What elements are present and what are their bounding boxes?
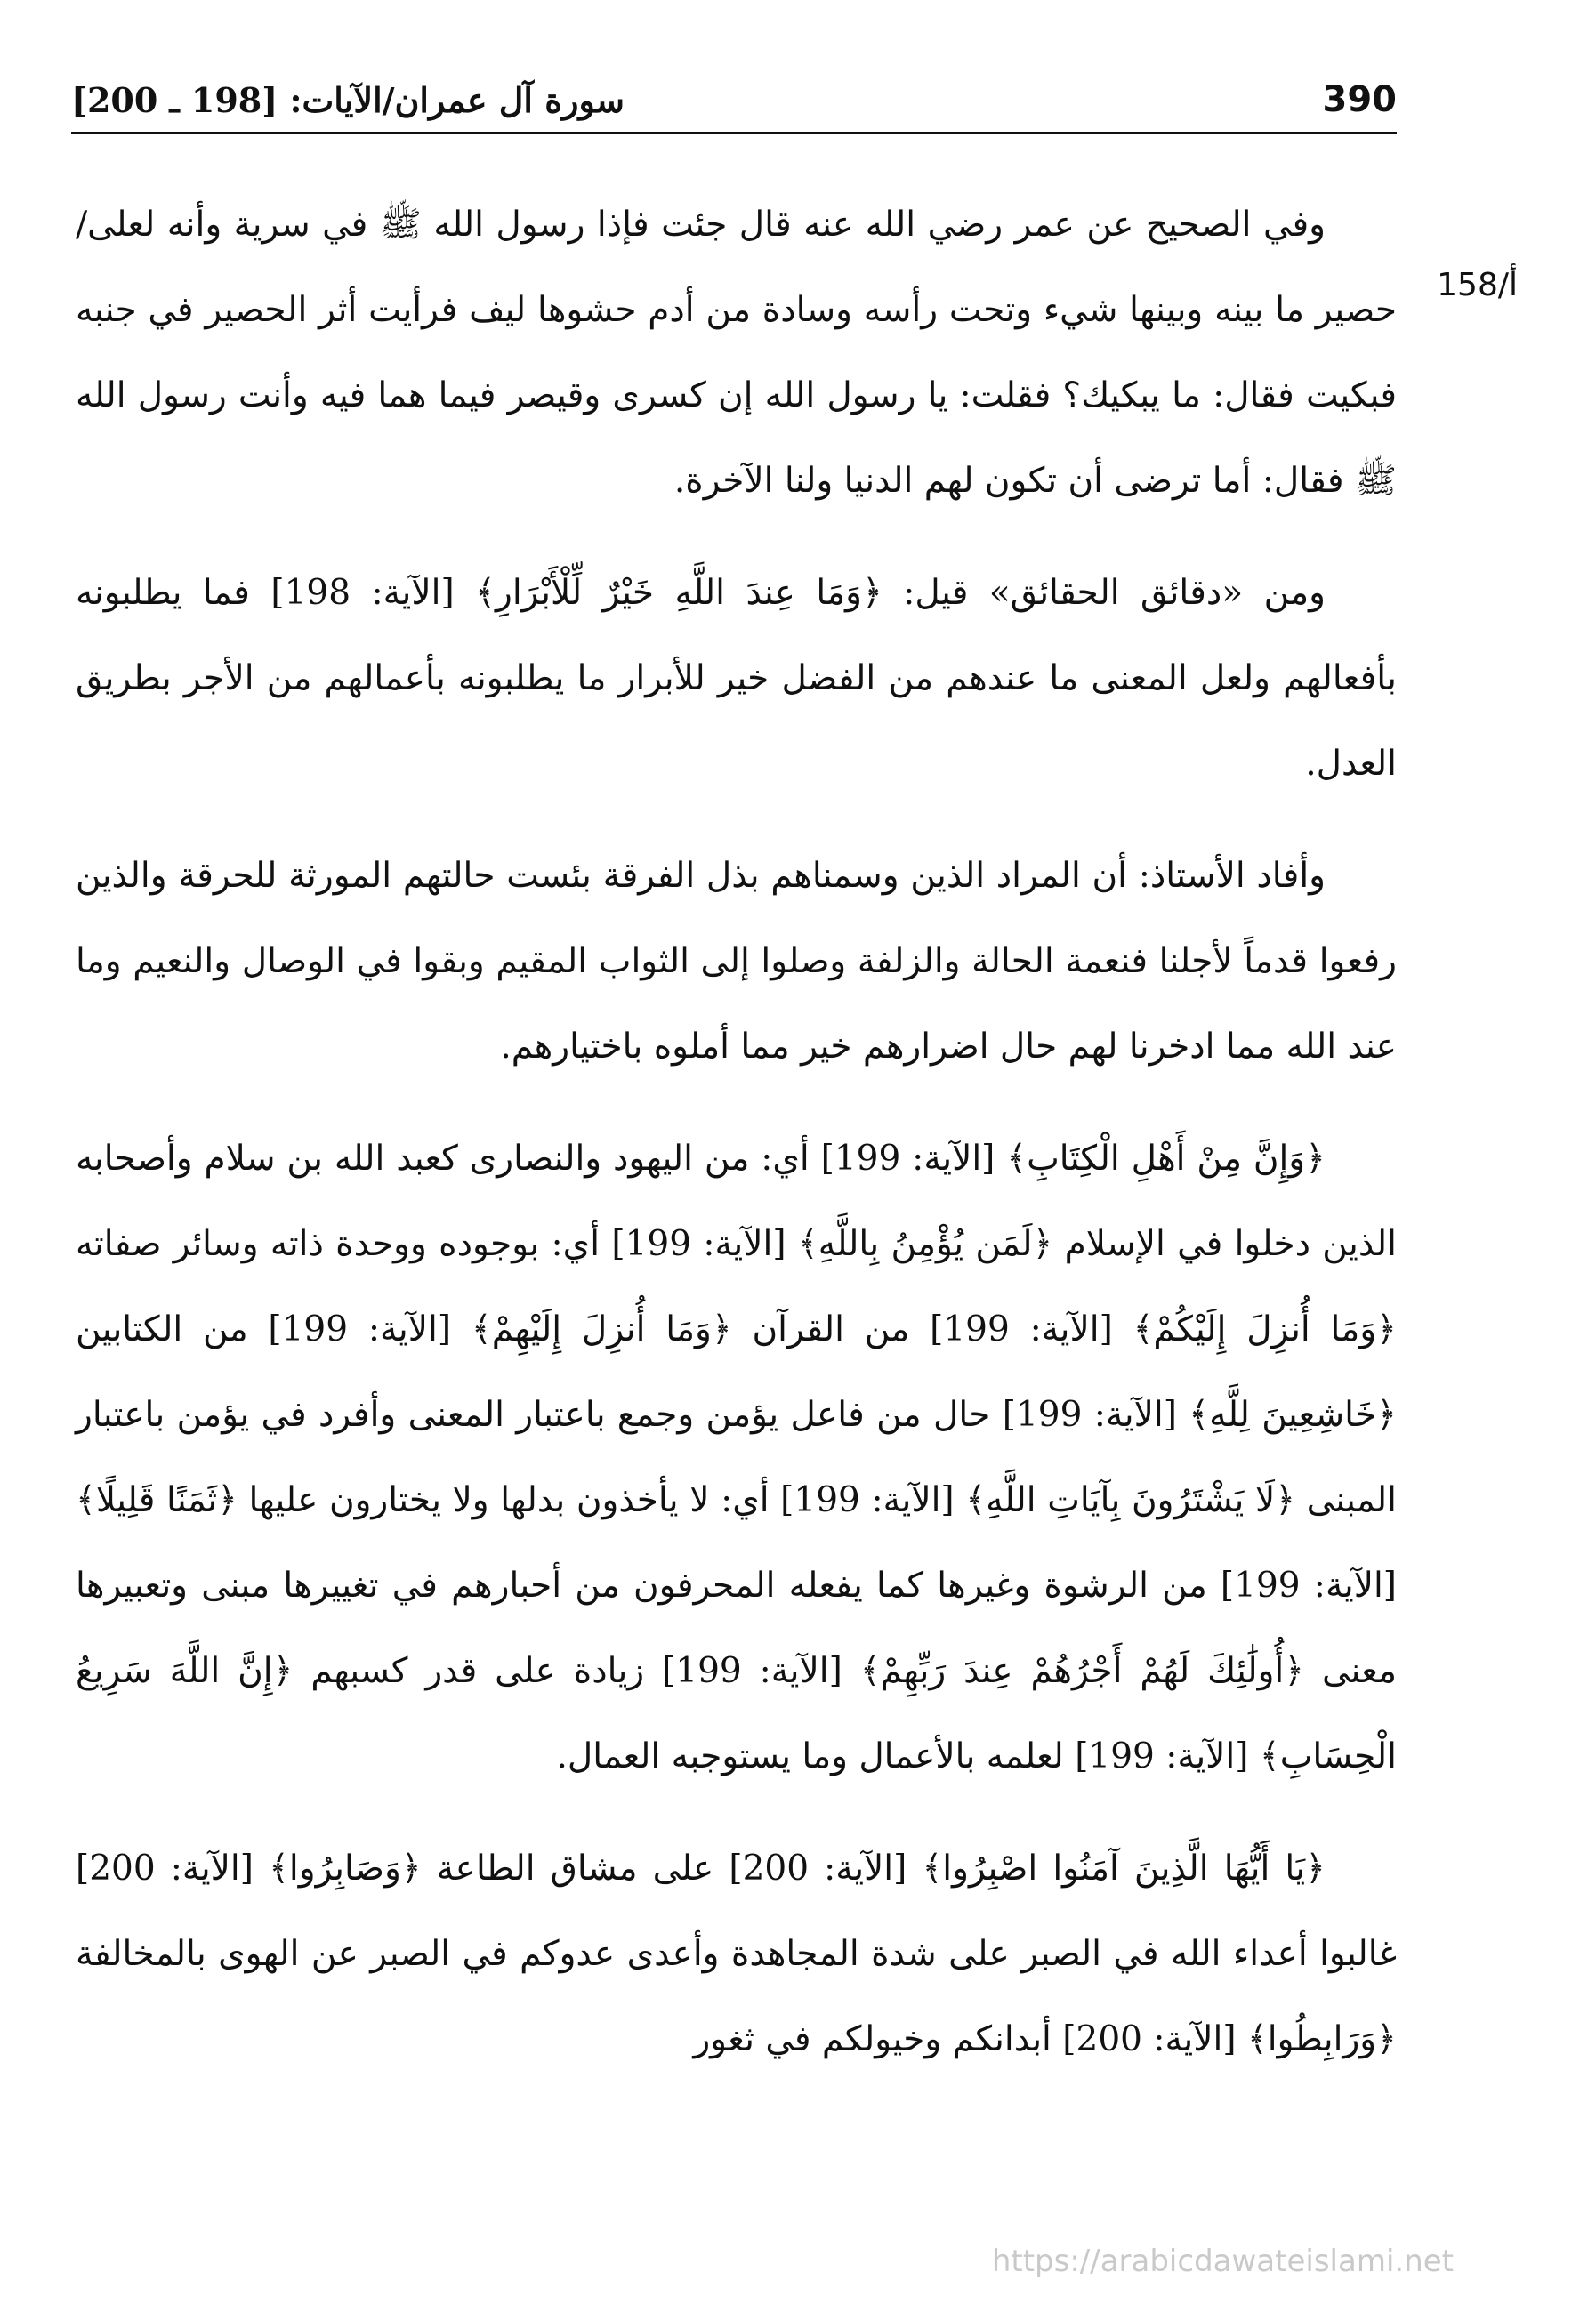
page-number: 390 [1322,79,1397,120]
paragraph-5: ﴿يَا أَيُّهَا الَّذِينَ آمَنُوا اصْبِرُوا﴾ [الآية: 200] على مشاق الطاعة ﴿وَصَابِرُوا﴾ [الآية: 200] غالبوا أعداء الله في الصبر على شدة المجاهدة وأعدى عدوكم في الصبر عن الهوى بالمخالفة ﴿وَرَابِطُوا﴾ [الآية: 200] أبدانكم وخيولكم في ثغور [76,1849,1397,2059]
paragraph-3: وأفاد الأستاذ: أن المراد الذين وسمناهم بذل الفرقة بئست حالتهم المورثة للحرقة والذين رفعوا قدماً لأجلنا فنعمة الحالة والزلفة وصلوا إلى الثواب المقيم وبقوا في الوصال والنعيم وما عند الله مما ادخرنا لهم حال اضرارهم خير مما أملوه باختيارهم. [76,856,1397,1067]
manuscript-folio-note: 158/أ [1437,267,1518,303]
paragraph-4: ﴿وَإِنَّ مِنْ أَهْلِ الْكِتَابِ﴾ [الآية: 199] أي: من اليهود والنصارى كعبد الله بن سلام وأصحابه الذين دخلوا في الإسلام ﴿لَمَن يُؤْمِنُ بِاللَّهِ﴾ [الآية: 199] أي: بوجوده ووحدة ذاته وسائر صفاته ﴿وَمَا أُنزِلَ إِلَيْكُمْ﴾ [الآية: 199] من القرآن ﴿وَمَا أُنزِلَ إِلَيْهِمْ﴾ [الآية: 199] من الكتابين ﴿خَاشِعِينَ لِلَّهِ﴾ [الآية: 199] حال من فاعل يؤمن وجمع باعتبار المعنى وأفرد في يؤمن باعتبار المبنى ﴿لَا يَشْتَرُونَ بِآيَاتِ اللَّهِ﴾ [الآية: 199] أي: لا يأخذون بدلها ولا يختارون عليها ﴿ثَمَنًا قَلِيلًا﴾ [الآية: 199] من الرشوة وغيرها كما يفعله المحرفون من أحبارهم في تغييرها مبنى وتعبيرها معنى ﴿أُولَٰئِكَ لَهُمْ أَجْرُهُمْ عِندَ رَبِّهِمْ﴾ [الآية: 199] زيادة على قدر كسبهم ﴿إِنَّ اللَّهَ سَرِيعُ الْحِسَابِ﴾ [الآية: 199] لعلمه بالأعمال وما يستوجبه العمال. [76,1139,1398,1776]
paragraph-2: ومن «دقائق الحقائق» قيل: ﴿وَمَا عِندَ اللَّهِ خَيْرٌ لِّلْأَبْرَارِ﴾ [الآية: 198] فما يطلبونه بأفعالهم ولعل المعنى ما عندهم من الفضل خير للأبرار ما يطلبونه بأعمالهم من الأجر بطريق العدل. [76,573,1397,784]
paragraph-1: وفي الصحيح عن عمر رضي الله عنه قال جئت فإذا رسول الله ﷺ في سرية وأنه لعلى/حصير ما بينه وبينها شيء وتحت رأسه وسادة من أدم حشوها ليف فرأيت أثر الحصير في جنبه فبكيت فقال: ما يبكيك؟ فقلت: يا رسول الله إن كسرى وقيصر فيما هما فيه وأنت رسول الله ﷺ فقال: أما ترضى أن تكون لهم الدنيا ولنا الآخرة. [76,205,1397,501]
watermark-url: https://arabicdawateislami.net [991,2243,1454,2279]
header-rule-thick [71,132,1397,134]
running-title: سورة آل عمران/الآيات: [198 ـ 200] [71,79,625,120]
page-header [71,73,1397,126]
main-text [76,182,1397,2109]
